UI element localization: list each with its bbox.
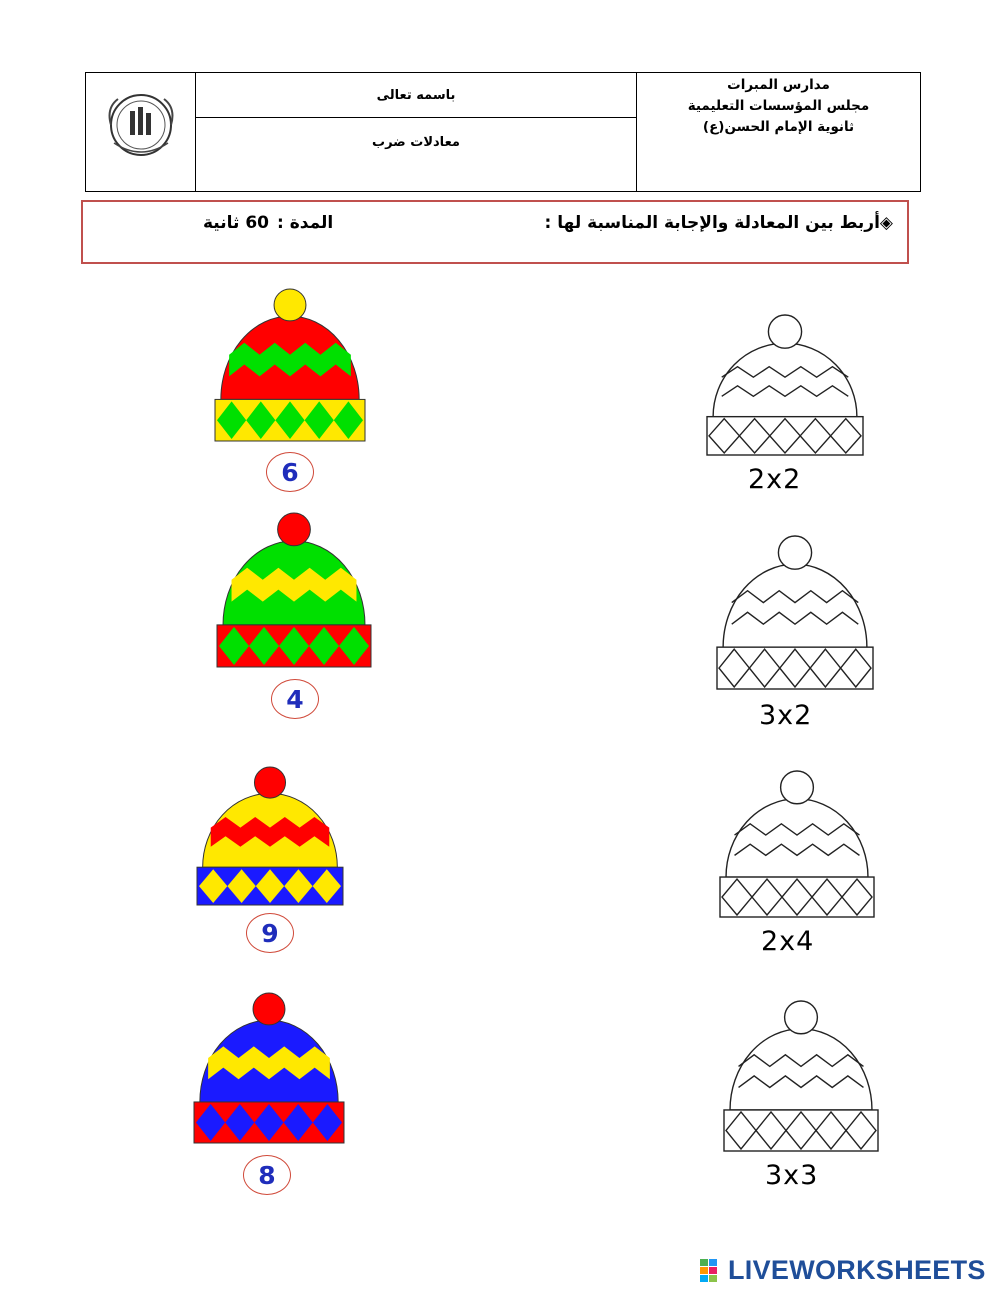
hat-pompom: [768, 315, 801, 348]
instruction-box: [81, 200, 909, 264]
hat-dome: [730, 1029, 872, 1110]
equation-3: 2x4: [761, 926, 815, 957]
hat-band: [720, 877, 874, 917]
hat-pompom: [253, 993, 285, 1025]
school-line-2: مجلس المؤسسات التعليمية: [687, 98, 870, 114]
hat-dome: [713, 343, 857, 416]
outline-hat-1[interactable]: [706, 314, 864, 456]
school-line-1: مدارس المبرات: [727, 77, 830, 93]
colored-hat-1[interactable]: [214, 288, 366, 442]
diamond-bullet-icon: ◈: [879, 213, 893, 233]
school-line-3: ثانوية الإمام الحسن(ع): [702, 119, 855, 135]
school-logo: [86, 73, 196, 191]
equation-2: 3x2: [759, 700, 813, 731]
answer-circle-1[interactable]: 6: [266, 452, 314, 492]
outline-hat-2[interactable]: [716, 535, 874, 690]
hat-pompom: [778, 536, 811, 569]
hat-band: [724, 1110, 878, 1151]
duration-label: المدة :: [277, 213, 334, 233]
colored-hat-2[interactable]: [216, 512, 372, 668]
equation-1: 2x2: [748, 464, 802, 495]
answer-circle-2[interactable]: 4: [271, 679, 319, 719]
subject-text: معادلات ضرب: [372, 134, 460, 150]
hat-pompom: [278, 513, 311, 546]
brand-name: LIVEWORKSHEETS: [728, 1254, 986, 1285]
outline-hat-3[interactable]: [719, 770, 875, 918]
hat-band: [717, 647, 873, 689]
answer-circle-4[interactable]: 8: [243, 1155, 291, 1195]
duration-value: 60 ثانية: [203, 213, 269, 233]
school-logo-cell: [86, 73, 196, 191]
outline-hat-4[interactable]: [723, 1000, 879, 1152]
liveworksheets-logo-icon: [700, 1257, 728, 1283]
equation-4: 3x3: [765, 1160, 819, 1191]
instruction: [545, 213, 893, 233]
basmala-text: باسمه تعالى: [376, 87, 456, 103]
subject-row: [196, 117, 636, 191]
liveworksheets-brand[interactable]: [700, 1255, 986, 1285]
answer-circle-3[interactable]: 9: [246, 913, 294, 953]
basmala-row: [196, 73, 636, 118]
duration: [195, 213, 333, 233]
hat-pompom: [781, 771, 814, 804]
title-cell: [196, 73, 637, 191]
header-table: [85, 72, 921, 192]
colored-hat-3[interactable]: [196, 766, 344, 906]
hat-pompom: [785, 1001, 818, 1034]
hat-dome: [723, 564, 867, 647]
instruction-text: أربط بين المعادلة والإجابة المناسبة لها :: [544, 213, 880, 233]
school-name-cell: [637, 73, 920, 191]
hat-pompom: [254, 767, 285, 798]
hat-band: [707, 417, 863, 455]
hat-pompom: [274, 289, 306, 321]
colored-hat-4[interactable]: [193, 992, 345, 1144]
hat-dome: [726, 799, 868, 877]
